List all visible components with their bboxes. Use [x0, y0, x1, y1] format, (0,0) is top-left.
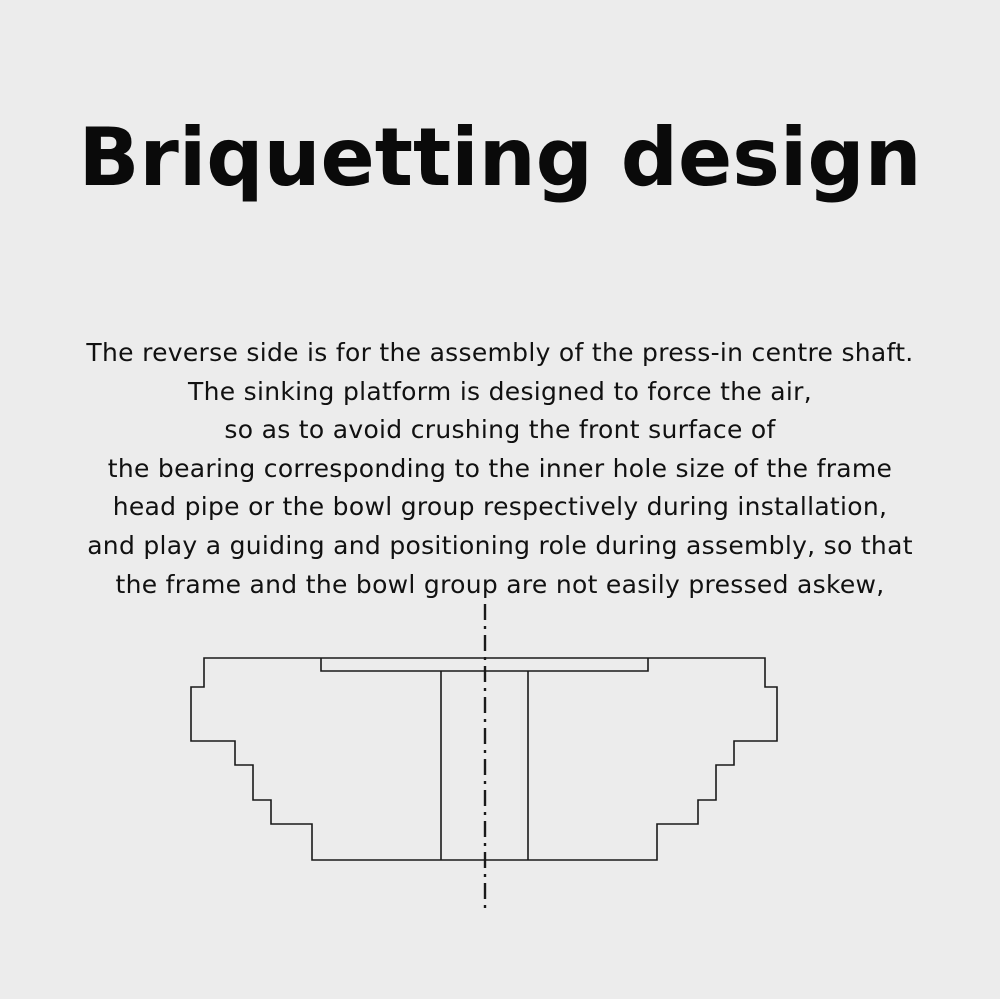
description-line: The reverse side is for the assembly of the press-in centre shaft.	[86, 338, 914, 367]
description-line: the frame and the bowl group are not easily pressed askew,	[115, 569, 885, 599]
page-title: Briquetting design	[78, 111, 922, 204]
description-line: head pipe or the bowl group respectively during installation,	[112, 492, 888, 522]
description-line: and play a guiding and positioning role during assembly, so that	[87, 530, 913, 560]
description-line: so as to avoid crushing the front surface of	[224, 415, 776, 445]
description-line: The sinking platform is designed to force the air,	[188, 376, 812, 406]
description-line: the bearing corresponding to the inner hole size of the frame	[107, 453, 893, 483]
